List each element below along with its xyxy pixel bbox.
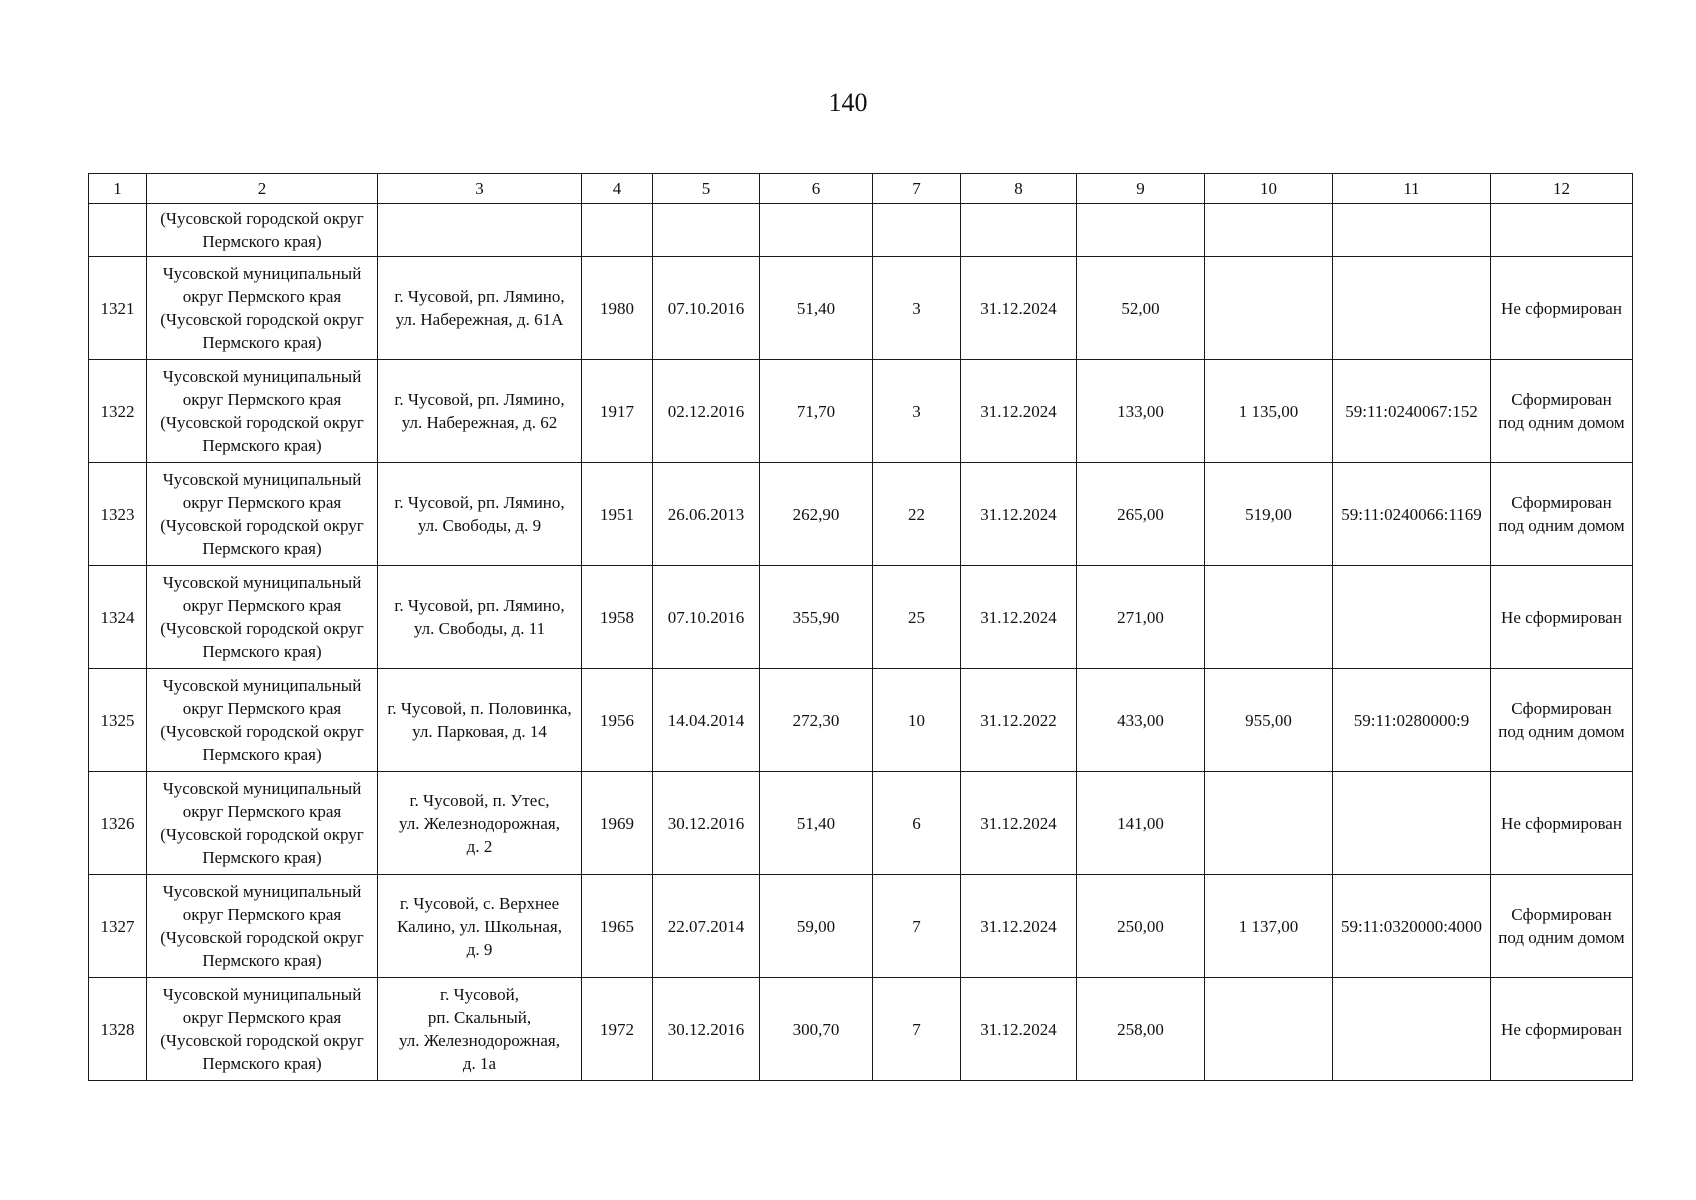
column9-cell: 433,00: [1077, 669, 1205, 772]
land-status-cell: [1491, 463, 1633, 566]
text-line: г. Чусовой, с. Верхнее: [399, 893, 560, 913]
continuation-row: [89, 204, 1633, 257]
text-line: Пермского края): [202, 539, 322, 558]
text-line: (Чусовской городской округ: [160, 516, 364, 535]
text-line: Пермского края): [202, 951, 322, 970]
cadastral-number-cell: 59:11:0280000:9: [1333, 669, 1491, 772]
column-header: 2: [147, 174, 378, 204]
address-cell: [378, 257, 582, 360]
text-line: Чусовской муниципальный: [162, 882, 362, 901]
date-cell: 02.12.2016: [653, 360, 760, 463]
cadastral-number-cell: [1333, 566, 1491, 669]
date-cell: 07.10.2016: [653, 257, 760, 360]
text-line: Чусовской муниципальный: [162, 264, 362, 283]
text-line: (Чусовской городской округ: [160, 928, 364, 947]
text-line: округ Пермского края: [182, 390, 342, 409]
text-line: Не сформирован: [1501, 813, 1622, 833]
land-status-cell: [1491, 360, 1633, 463]
table-row: [89, 669, 1633, 772]
table-row: [89, 463, 1633, 566]
cell-empty: [760, 204, 873, 257]
text-line: округ Пермского края: [182, 905, 342, 924]
date-cell: 14.04.2014: [653, 669, 760, 772]
column9-cell: 265,00: [1077, 463, 1205, 566]
area-cell: 262,90: [760, 463, 873, 566]
text-line: Пермского края): [202, 642, 322, 661]
cell-empty: [378, 204, 582, 257]
deadline-cell: 31.12.2024: [961, 360, 1077, 463]
column-header: 10: [1205, 174, 1333, 204]
address-cell: [378, 463, 582, 566]
area-cell: 300,70: [760, 978, 873, 1081]
text-line: (Чусовской городской округ: [160, 1031, 364, 1050]
text-line: г. Чусовой, рп. Лямино,: [394, 493, 565, 512]
land-status-cell: [1491, 772, 1633, 875]
cell-empty: [1205, 204, 1333, 257]
text-line: г. Чусовой, рп. Лямино,: [394, 287, 565, 306]
text-line: ул. Железнодорожная,: [399, 813, 560, 833]
housing-registry-table: [88, 173, 1633, 1081]
page-number: 140: [828, 88, 868, 117]
cell-empty: [89, 204, 147, 257]
text-line: ул. Свободы, д. 11: [413, 619, 546, 638]
year-built-cell: 1917: [582, 360, 653, 463]
text-line: ул. Набережная, д. 62: [401, 413, 558, 432]
text-line: Чусовской муниципальный: [162, 367, 362, 386]
text-line: округ Пермского края: [182, 699, 342, 718]
row-number-cell: 1327: [89, 875, 147, 978]
cadastral-number-cell: [1333, 257, 1491, 360]
residents-cell: 22: [873, 463, 961, 566]
deadline-cell: 31.12.2024: [961, 875, 1077, 978]
deadline-cell: 31.12.2024: [961, 463, 1077, 566]
table-row: [89, 566, 1633, 669]
area-cell: 59,00: [760, 875, 873, 978]
area-cell: 355,90: [760, 566, 873, 669]
residents-cell: 10: [873, 669, 961, 772]
text-line: Чусовской муниципальный: [162, 985, 362, 1004]
row-number-cell: 1325: [89, 669, 147, 772]
column-header: 4: [582, 174, 653, 204]
deadline-cell: 31.12.2024: [961, 257, 1077, 360]
land-area-cell: [1205, 257, 1333, 360]
table-row: [89, 360, 1633, 463]
column9-cell: 133,00: [1077, 360, 1205, 463]
municipality-cell: [147, 669, 378, 772]
municipality-cell: [147, 204, 378, 257]
text-line: ул. Парковая, д. 14: [412, 722, 547, 741]
land-area-cell: 519,00: [1205, 463, 1333, 566]
text-line: д. 1а: [462, 1054, 497, 1073]
address-cell: [378, 566, 582, 669]
text-line: округ Пермского края: [182, 802, 342, 821]
cadastral-number-cell: 59:11:0240066:1169: [1333, 463, 1491, 566]
text-line: (Чусовской городской округ: [160, 310, 364, 329]
cell-empty: [873, 204, 961, 257]
text-line: д. 9: [466, 939, 493, 959]
text-line: округ Пермского края: [182, 596, 342, 615]
land-status-cell: [1491, 978, 1633, 1081]
municipality-cell: [147, 360, 378, 463]
year-built-cell: 1972: [582, 978, 653, 1081]
year-built-cell: 1969: [582, 772, 653, 875]
residents-cell: 3: [873, 360, 961, 463]
residents-cell: 7: [873, 978, 961, 1081]
row-number-cell: 1328: [89, 978, 147, 1081]
year-built-cell: 1958: [582, 566, 653, 669]
year-built-cell: 1951: [582, 463, 653, 566]
municipality-cell: [147, 875, 378, 978]
date-cell: 26.06.2013: [653, 463, 760, 566]
cadastral-number-cell: [1333, 772, 1491, 875]
residents-cell: 3: [873, 257, 961, 360]
residents-cell: 7: [873, 875, 961, 978]
text-line: г. Чусовой,: [440, 985, 519, 1004]
cell-empty: [961, 204, 1077, 257]
land-status-cell: [1491, 566, 1633, 669]
text-line: Чусовской муниципальный: [162, 573, 362, 592]
text-line: Не сформирован: [1501, 298, 1622, 318]
deadline-cell: 31.12.2022: [961, 669, 1077, 772]
date-cell: 07.10.2016: [653, 566, 760, 669]
municipality-cell: [147, 772, 378, 875]
date-cell: 30.12.2016: [653, 772, 760, 875]
land-area-cell: [1205, 978, 1333, 1081]
text-line: ул. Свободы, д. 9: [417, 516, 542, 535]
text-line: г. Чусовой, рп. Лямино,: [394, 390, 565, 409]
text-line: (Чусовской городской округ: [160, 722, 364, 741]
address-cell: [378, 875, 582, 978]
table-row: [89, 772, 1633, 875]
land-area-cell: 1 135,00: [1205, 360, 1333, 463]
column-header: 6: [760, 174, 873, 204]
text-line: Не сформирован: [1501, 607, 1622, 627]
text-line: Пермского края): [202, 848, 322, 867]
text-line: под одним домом: [1498, 516, 1625, 535]
text-line: рп. Скальный,: [427, 1008, 532, 1027]
text-line: Калино, ул. Школьная,: [397, 916, 562, 936]
text-line: под одним домом: [1498, 928, 1625, 947]
municipality-cell: [147, 463, 378, 566]
address-cell: [378, 772, 582, 875]
text-line: Пермского края): [202, 333, 322, 352]
cadastral-number-cell: [1333, 978, 1491, 1081]
column9-cell: 141,00: [1077, 772, 1205, 875]
column9-cell: 271,00: [1077, 566, 1205, 669]
text-line: Сформирован: [1511, 493, 1612, 512]
column-header: 11: [1333, 174, 1491, 204]
text-line: (Чусовской городской округ: [160, 209, 364, 228]
municipality-cell: [147, 257, 378, 360]
text-line: ул. Набережная, д. 61А: [395, 310, 564, 329]
date-cell: 30.12.2016: [653, 978, 760, 1081]
table-row: [89, 875, 1633, 978]
text-line: Сформирован: [1511, 699, 1612, 718]
text-line: (Чусовской городской округ: [160, 413, 364, 432]
text-line: Чусовской муниципальный: [162, 470, 362, 489]
row-number-cell: 1323: [89, 463, 147, 566]
row-number-cell: 1321: [89, 257, 147, 360]
cadastral-number-cell: 59:11:0320000:4000: [1333, 875, 1491, 978]
table-row: [89, 978, 1633, 1081]
deadline-cell: 31.12.2024: [961, 978, 1077, 1081]
text-line: округ Пермского края: [182, 493, 342, 512]
column-header: 7: [873, 174, 961, 204]
text-line: Сформирован: [1511, 390, 1612, 409]
land-status-cell: [1491, 875, 1633, 978]
cell-empty: [582, 204, 653, 257]
address-cell: [378, 669, 582, 772]
text-line: ул. Железнодорожная,: [399, 1031, 560, 1050]
text-line: под одним домом: [1498, 413, 1625, 432]
deadline-cell: 31.12.2024: [961, 772, 1077, 875]
municipality-cell: [147, 978, 378, 1081]
area-cell: 71,70: [760, 360, 873, 463]
year-built-cell: 1956: [582, 669, 653, 772]
column-header: 1: [89, 174, 147, 204]
date-cell: 22.07.2014: [653, 875, 760, 978]
cell-empty: [1077, 204, 1205, 257]
text-line: Чусовской муниципальный: [162, 779, 362, 798]
cell-empty: [653, 204, 760, 257]
table-body: [89, 174, 1633, 1081]
column-header: 9: [1077, 174, 1205, 204]
text-line: под одним домом: [1498, 722, 1625, 741]
column-number-row: [89, 174, 1633, 204]
text-line: г. Чусовой, п. Утес,: [409, 790, 550, 810]
cell-empty: [1491, 204, 1633, 257]
municipality-cell: [147, 566, 378, 669]
text-line: Пермского края): [202, 745, 322, 764]
text-line: Не сформирован: [1501, 1019, 1622, 1039]
residents-cell: 6: [873, 772, 961, 875]
text-line: Пермского края): [202, 1054, 322, 1073]
text-line: Пермского края): [202, 436, 322, 455]
column9-cell: 258,00: [1077, 978, 1205, 1081]
area-cell: 272,30: [760, 669, 873, 772]
text-line: округ Пермского края: [182, 1008, 342, 1027]
land-area-cell: [1205, 772, 1333, 875]
table-row: [89, 257, 1633, 360]
text-line: (Чусовской городской округ: [160, 619, 364, 638]
text-line: Чусовской муниципальный: [162, 676, 362, 695]
cadastral-number-cell: 59:11:0240067:152: [1333, 360, 1491, 463]
year-built-cell: 1965: [582, 875, 653, 978]
area-cell: 51,40: [760, 257, 873, 360]
row-number-cell: 1326: [89, 772, 147, 875]
deadline-cell: 31.12.2024: [961, 566, 1077, 669]
column-header: 5: [653, 174, 760, 204]
text-line: д. 2: [466, 836, 493, 856]
address-cell: [378, 360, 582, 463]
row-number-cell: 1324: [89, 566, 147, 669]
cell-empty: [1333, 204, 1491, 257]
column9-cell: 52,00: [1077, 257, 1205, 360]
year-built-cell: 1980: [582, 257, 653, 360]
column-header: 8: [961, 174, 1077, 204]
text-line: Пермского края): [202, 232, 322, 251]
area-cell: 51,40: [760, 772, 873, 875]
text-line: г. Чусовой, п. Половинка,: [387, 699, 572, 718]
land-status-cell: [1491, 669, 1633, 772]
land-status-cell: [1491, 257, 1633, 360]
land-area-cell: 1 137,00: [1205, 875, 1333, 978]
row-number-cell: 1322: [89, 360, 147, 463]
land-area-cell: 955,00: [1205, 669, 1333, 772]
address-cell: [378, 978, 582, 1081]
text-line: Сформирован: [1511, 905, 1612, 924]
text-line: округ Пермского края: [182, 287, 342, 306]
column9-cell: 250,00: [1077, 875, 1205, 978]
residents-cell: 25: [873, 566, 961, 669]
text-line: (Чусовской городской округ: [160, 825, 364, 844]
land-area-cell: [1205, 566, 1333, 669]
column-header: 3: [378, 174, 582, 204]
column-header: 12: [1491, 174, 1633, 204]
text-line: г. Чусовой, рп. Лямино,: [394, 596, 565, 615]
